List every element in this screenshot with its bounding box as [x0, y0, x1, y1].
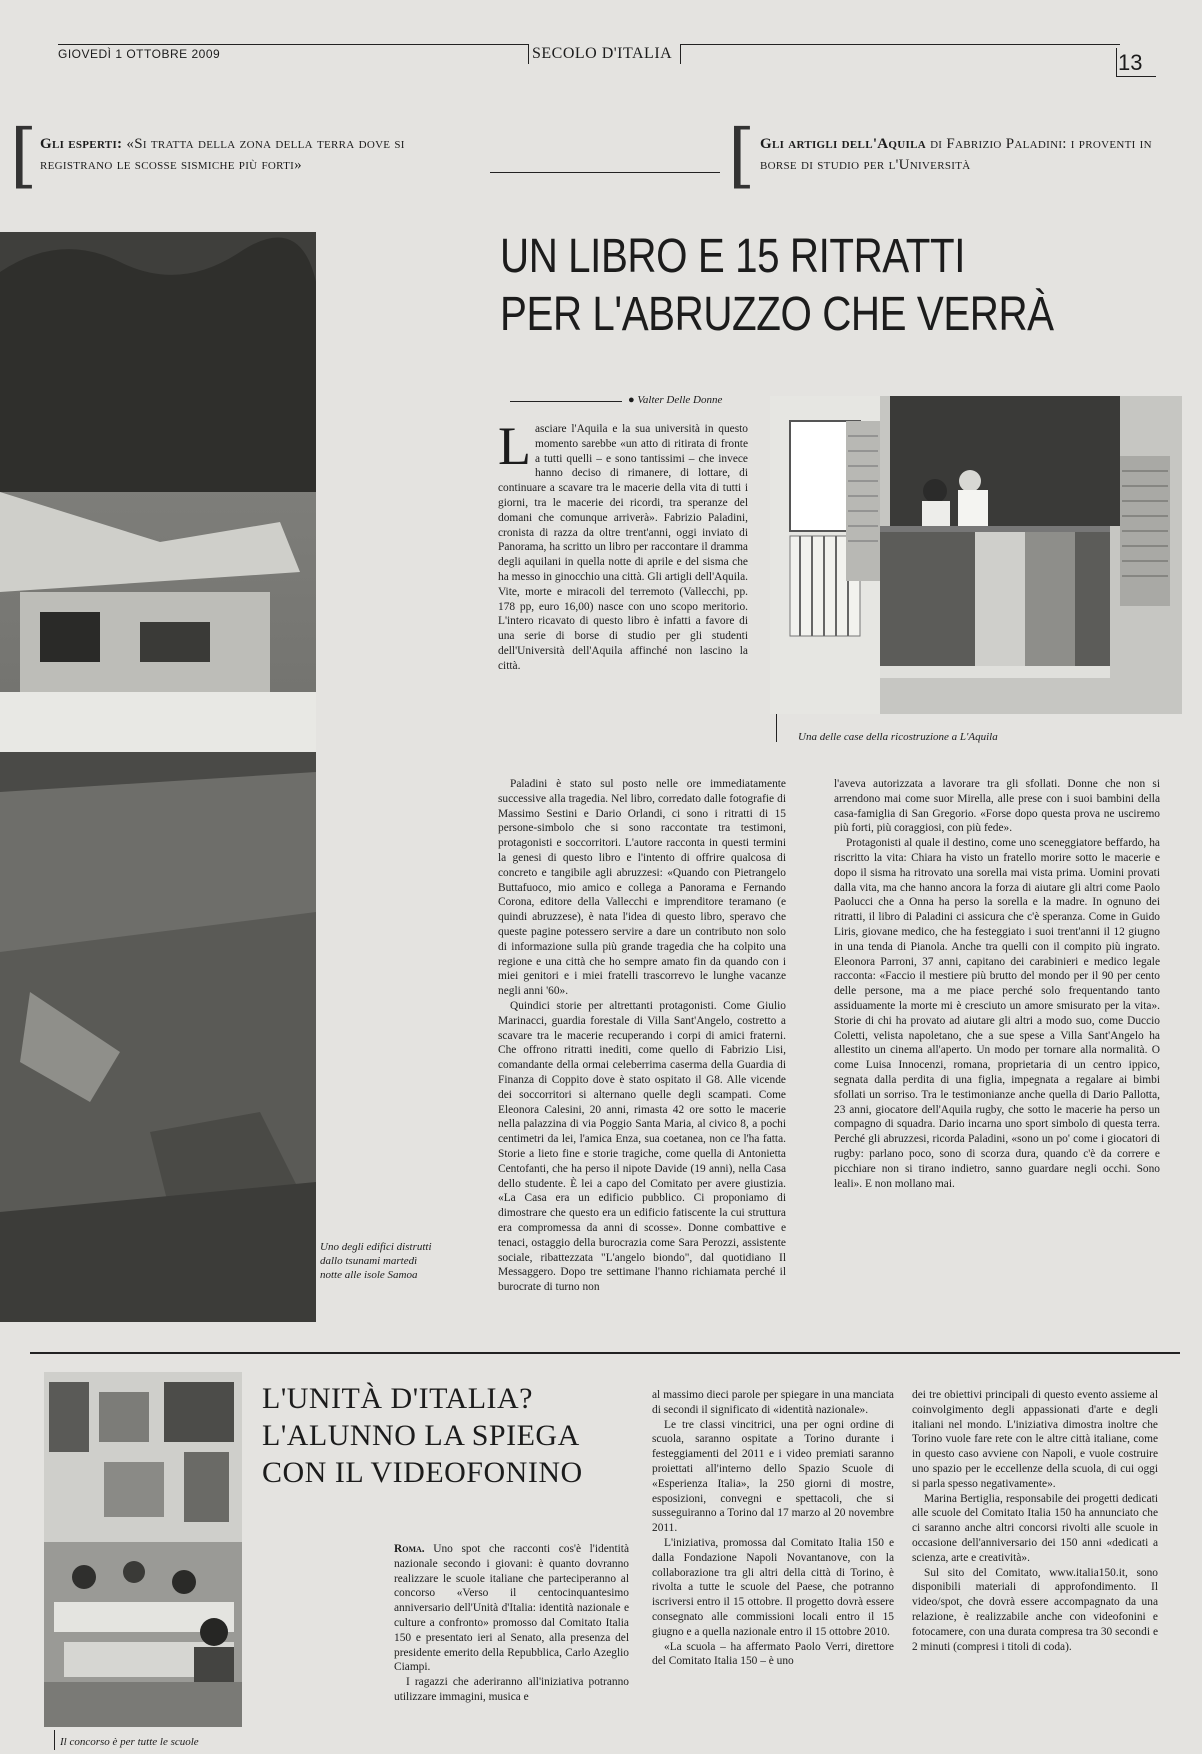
- kicker-right-lead: Gli artigli dell'Aquila: [760, 136, 926, 152]
- second-article-col2-p3: L'iniziativa, promossa dal Comitato Italia 150 e dalla Fondazione Napoli Novantanove, con la collaborazione tra gli altri della città di Torino, è rivolta a tutte le scuole del Paese, che potranno iscriversi entro il 15 ottobre. Il progetto dovrà essere consegnato alle commissioni locali entro il 15 giugno e a quella nazionale entro il 15 ottobre 2010.: [652, 1536, 894, 1638]
- byline: ● Valter Delle Donne: [628, 394, 723, 406]
- dropcap: L: [498, 422, 531, 476]
- classroom-photo-image: [44, 1372, 242, 1727]
- tsunami-photo-image: [0, 232, 316, 1322]
- header-paper-name: SECOLO D'ITALIA: [532, 45, 673, 62]
- second-article-p1: [394, 1542, 629, 1675]
- byline-name: Valter Delle Donne: [637, 394, 723, 406]
- second-headline-line-3: CON IL VIDEOFONINO: [262, 1456, 583, 1489]
- header-num-divider: [1116, 48, 1117, 76]
- main-article-lead: [498, 422, 748, 674]
- second-article-col3-p1: dei tre obiettivi principali di questo evento assieme al coinvolgimento degli appassionati d'arte e degli italiani nel mondo. L'iniziativa dimostra inoltre che Torino vuole fare rete con le altre città italiane, come in questo caso avviene con Napoli, e vuole costruire uno spazio per le eccellenze della scuola, di cui oggi si parla spesso negativamente».: [912, 1389, 1158, 1490]
- classroom-photo-caption: Il concorso è per tutte le scuole: [60, 1736, 199, 1748]
- main-article-col2-p2: Protagonisti al quale il destino, come uno sceneggiatore beffardo, ha riscritto la vita: Chiara ha visto un fratello morire sotto le macerie e dopo il sisma ha ritrovato una sorella mai vista prima. Uomini provati dalla vita, ma che hanno ancora la forza di aiutare gli altri come Paolo Paolucci che a Onna ha perso la sorella e la madre. In ognuno dei ritratti, il libro di Paladini ci assicura che c'è speranza. Come in Guido Liris, giovane medico, che ha festeggiato i suoi trent'anni il 12 giugno in una tenda di Pianola. Anche tra quelli con il compito più ingrato. Eleonora Parroni, 37 anni, capitano dei carabinieri e medico legale racconta: «Faccio il mestiere più brutto del mondo per il 90 per cento delle persone, ma a me piace perché solo frequentando tanto assiduamente la morte mi è cresciuto un amore smisurato per la vita». Storie di chi ha provato ad aiutare gli altri a modo suo, come Duccio Coletti, velista napoletano, che a sue spese a Villa Sant'Angelo ha allestito un cinema all'aperto. Un modo per tornare alla normalità. O come Luisa Innocenzi, romana, proprietaria di un centro ippico, segnata dalla perdita di una figlia, impegnata a regalare ai bimbi sfollati un sorriso. Tra le testimonianze anche quella di Dario Pallotta, 23 anni, giocatore dell'Aquila rugby, che sotto le macerie ha perso un compagno di squadra. Dario incarna uno sport simbolo di questa terra. Perché gli abruzzesi, ricorda Paladini, «sono un po' come i giocatori di rugby: parlano poco, sono di scorza dura, quando c'è da correre e picchiare non si tirano indietro, sanno guardare negli occhi. Sono leali». E non mollano mai.: [834, 837, 1160, 1190]
- main-article-p3: Quindici storie per altrettanti protagonisti. Come Giulio Marinacci, guardia forestale di Villa Sant'Angelo, costretto a scavare tra le macerie recuperando i corpi di amici fraterni. Che offrono ritratti inediti, come quello di Fabrizio Lisi, comandante della ormai celeberrima caserma della Guardia di Finanza di Coppito dove è stato ospitato il G8. Alle vicende dei soccorritori si alternano quelle degli scampati. Come Eleonora Calesini, 20 anni, rimasta 42 ore sotto le macerie nella palazzina di via Poggio Santa Maria, al civico 8, a pochi centimetri da lei, l'amica Enza, sua coetanea, non ce l'ha fatta. Storie a lieto fine e storie tragiche, come quella di Antonietta Centofanti, che ha perso il nipote Davide (19 anni), nella Casa dello studente. È lei a capo del Comitato per avere giustizia. «La Casa era un edificio pubblico. Ci proponiamo di dimostrare che questo era un edificio fatiscente la cui struttura era compromessa da anni di scosse». Donne combattive e tenaci, ostaggio della burocrazia come Sara Perozzi, assistente sociale, ribattezzata "L'angelo biondo", dal quotidiano Il Messaggero. Dopo tre settimane l'hanno richiamata perché il burocrate di turno non: [498, 999, 786, 1294]
- second-article-col2-p2: Le tre classi vincitrici, una per ogni ordine di scuola, saranno ospitate a Torino durante i festeggiamenti del 2011 e i video premiati saranno proiettati all'interno dello Spazio Scuole di «Esperienza Italia», la 250 giorni di mostre, esposizioni, convegni e spettacoli, che si susseguiranno a Torino dal 17 marzo al 20 novembre 2011.: [652, 1418, 894, 1535]
- main-headline: [500, 228, 1071, 344]
- kicker-left-lead: Gli esperti:: [40, 136, 123, 152]
- header-rule-right: [680, 44, 1120, 45]
- second-article-col3: [912, 1388, 1158, 1750]
- second-article-p1-text: Uno spot che racconti cos'è l'identità nazionale secondo i giovani: è quanto dovranno realizzare le scuole italiane che parteciperanno al concorso «Verso il centocinquantesimo anniversario dell'Unità d'Italia: identità nazionale e culture a confronto» promosso dal Comitato Italia 150 e presentato ieri al Senato, alla presenza del presidente emerito della Repubblica, Carlo Azeglio Ciampi.: [394, 1543, 629, 1674]
- classroom-photo: [44, 1372, 242, 1727]
- balcony-photo-image: [770, 396, 1182, 714]
- balcony-photo-caption: Una delle case della ricostruzione a L'Aquila: [798, 731, 998, 743]
- second-article-col2: [652, 1388, 894, 1750]
- kicker-rule: [490, 172, 720, 173]
- byline-rule: [510, 401, 622, 402]
- main-article-col2-p1: l'aveva autorizzata a lavorare tra gli sfollati. Donne che non si arrendono mai come suor Mirella, alle prese con i suoi bambini della casa-famiglia di San Gregorio. «Forse dopo questa prova ne usciremo più forti, più coraggiosi, con più fede».: [834, 778, 1160, 835]
- header-date: GIOVEDÌ 1 OTTOBRE 2009: [58, 47, 221, 61]
- main-article-col1-top: [498, 422, 748, 777]
- main-article-lead-text: asciare l'Aquila e la sua università in questo momento sarebbe «un atto di ritirata di fronte a tutti quelli – e sono tantissimi – che invece hanno deciso di rimanere, di lottare, di continuare a scavare tra le macerie della vita di tutti i giorni, tra le macerie dei ricordi, tra speranze del domani che comunque arriverà». Fabrizio Paladini, cronista di razza da oltre trent'anni, oggi inviato di Panorama, ha scritto un libro per raccontare il dramma degli aquilani in quella notte di aprile e del sisma che ha messo in ginocchio una città. Gli artigli dell'Aquila. Vite, morte e miracoli del terremoto (Vallecchi, pp. 178 pp, euro 16,00) nasce con uno scopo meritorio. L'intero ricavato di questo libro è infatti a favore di una serie di borse di studio per gli studenti dell'Università dell'Aquila affinché non lascino la città.: [498, 423, 748, 672]
- header-divider: [528, 44, 529, 64]
- main-headline-line-2: PER L'ABRUZZO CHE VERRÀ: [500, 288, 1054, 341]
- second-headline: [262, 1380, 682, 1491]
- main-article-col2: [834, 777, 1160, 1322]
- kicker-left: [40, 134, 480, 176]
- dateline: Roma.: [394, 1543, 425, 1555]
- balcony-photo: [770, 396, 1182, 714]
- header-divider-2: [680, 44, 681, 64]
- section-divider: [30, 1352, 1180, 1354]
- kicker-left-text: «Si tratta della zona della terra dove si registrano le scosse sismiche più forti»: [40, 136, 405, 173]
- second-headline-line-1: L'UNITÀ D'ITALIA?: [262, 1382, 533, 1415]
- left-photo-caption: Uno degli edifici distrutti dallo tsunami martedì notte alle isole Samoa: [320, 1241, 432, 1281]
- second-article-col2-p4: «La scuola – ha affermato Paolo Verri, direttore del Comitato Italia 150 – è uno: [652, 1640, 894, 1668]
- kicker-right-text: di Fabrizio Paladini: i proventi in borse di studio per l'Università: [760, 136, 1152, 173]
- second-article-col3-p2: Marina Bertiglia, responsabile dei progetti dedicati alle scuole del Comitato Italia 150 ha annunciato che ci saranno anche altri concorsi rivolti alle scuole in occasione dell'anniversario dei 150 anni «dedicati a scienza, arte e creatività».: [912, 1492, 1158, 1564]
- bracket-right-icon: [: [728, 114, 756, 196]
- second-article-p2: I ragazzi che aderiranno all'iniziativa potranno utilizzare immagini, musica e: [394, 1676, 629, 1703]
- page-number: 13: [1118, 50, 1143, 75]
- main-headline-line-1: UN LIBRO E 15 RITRATTI: [500, 230, 965, 283]
- second-article-col1: [394, 1542, 629, 1750]
- kicker-right: [760, 134, 1180, 176]
- bracket-left-icon: [: [10, 114, 38, 196]
- second-headline-line-2: L'ALUNNO LA SPIEGA: [262, 1419, 580, 1452]
- tsunami-photo: [0, 232, 316, 1322]
- classroom-caption-rule: [54, 1730, 55, 1750]
- main-article-col1-bottom: [498, 777, 786, 1322]
- photo-caption-rule: [776, 714, 777, 742]
- header-num-rule: [1116, 76, 1156, 77]
- header-rule-left: [58, 44, 528, 45]
- second-article-col3-p3: Sul sito del Comitato, www.italia150.it, sono disponibili materiali di approfondimento. Il video/spot, che dovrà essere accompagnato da una relazione, è realizzabile anche con videofonini e fotocamere, con una durata compresa tra 30 secondi e 2 minuti (compresi i titoli di coda).: [912, 1566, 1158, 1653]
- main-article-p2: Paladini è stato sul posto nelle ore immediatamente successive alla tragedia. Nel libro, corredato dalle fotografie di Massimo Sestini e Dario Orlandi, ci sono i ritratti di 15 persone-simbolo che si sono raccontate tra testimoni, protagonisti e soccorritori. L'autore racconta in questi termini la genesi di questo libro e l'intento di offrire qualcosa di concreto e tangibile agli abruzzesi: «Quando con Pietrangelo Buttafuoco, mio amico e collega a Panorama e Fernando Corona, editore della Vallecchi e imprenditore teramano (e quindi abruzzese), è nata l'idea di questo libro, speravo che queste pagine potessero servire a dare un contributo non solo di informazione sulla più grande tragedia che ha colpito una regione e una città che ho sempre amato fin da quando con i miei genitori e i miei fratelli trascorrevo le lunghe vacanze negli anni '60».: [498, 778, 786, 998]
- second-article-col2-p1: al massimo dieci parole per spiegare in una manciata di secondi il significato di «identità nazionale».: [652, 1389, 894, 1416]
